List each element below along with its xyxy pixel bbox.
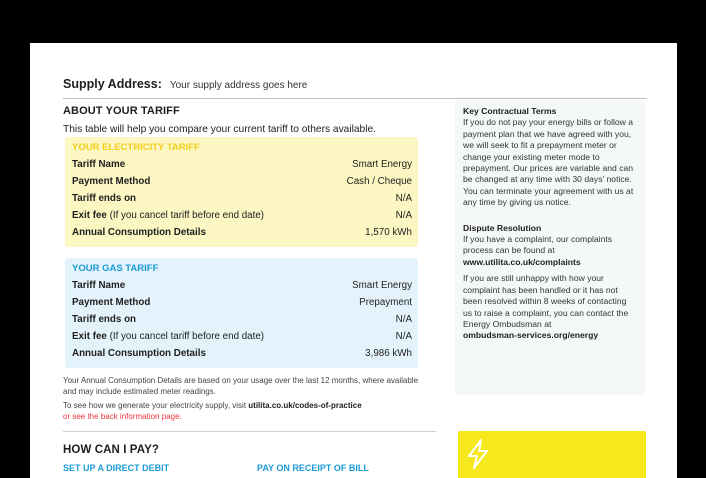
- promo-banner: [458, 431, 646, 478]
- row-value: Smart Energy: [352, 280, 412, 291]
- table-row: [72, 173, 412, 190]
- row-value: Prepayment: [359, 297, 412, 308]
- complaints-link[interactable]: www.utilita.co.uk/complaints: [463, 256, 581, 267]
- row-value: N/A: [395, 210, 412, 221]
- supply-address-value: Your supply address goes here: [169, 80, 308, 91]
- dispute-body: If you have a complaint, our complaints process can be found at: [463, 234, 613, 256]
- row-value: N/A: [395, 193, 412, 204]
- key-terms-body: If you do not pay your energy bills or follow a payment plan that we have agreed with you, we will seek to fit a prepayment meter or change your existing meter mode to prepayment. Our prices are variable and can be changed at any time with 30 days' notice. You can terminate your agreement with us at any time by giving us notice.: [463, 117, 634, 208]
- table-row: [72, 277, 412, 294]
- back-page-note: or see the back information page.: [63, 411, 182, 421]
- row-label: Payment Method: [72, 297, 151, 308]
- how-can-i-pay-heading: HOW CAN I PAY?: [63, 444, 159, 456]
- row-value: 3,986 kWh: [365, 348, 412, 359]
- row-value: N/A: [395, 314, 412, 325]
- codes-of-practice-link[interactable]: utilita.co.uk/codes-of-practice: [248, 401, 362, 410]
- dispute-heading: Dispute Resolution: [463, 222, 542, 233]
- supply-address-label: Supply Address:: [63, 77, 162, 91]
- table-row: [72, 224, 412, 241]
- supply-footnote: To see how we generate your electricity supply, visit utilita.co.uk/codes-of-practice or see the back information page.: [63, 401, 362, 421]
- bill-page: [30, 43, 677, 478]
- row-label: Payment Method: [72, 176, 151, 187]
- key-terms-heading: Key Contractual Terms: [463, 106, 557, 116]
- direct-debit-option: SET UP A DIRECT DEBIT: [63, 463, 170, 473]
- lightning-bolt-icon: [465, 438, 491, 470]
- electricity-tariff-heading: YOUR ELECTRICITY TARIFF: [72, 142, 200, 153]
- table-row: [72, 190, 412, 207]
- table-row: [72, 328, 412, 345]
- row-label: Tariff Name: [72, 280, 126, 291]
- row-label: Annual Consumption Details: [72, 348, 206, 359]
- gas-tariff-heading: YOUR GAS TARIFF: [72, 263, 159, 274]
- gas-tariff-box: [65, 258, 418, 368]
- ombudsman-link[interactable]: ombudsman-services.org/energy: [463, 330, 599, 341]
- supply-address: [63, 77, 647, 99]
- ombudsman-body: If you are still unhappy with how your complaint has been handled or it has not been resolved within 8 weeks of contacting us to raise a complaint, you can contact the Energy Ombudsman at: [463, 273, 629, 329]
- table-row: [72, 207, 412, 224]
- row-value: N/A: [395, 331, 412, 342]
- row-label: Annual Consumption Details: [72, 227, 206, 238]
- row-label: Exit fee (If you cancel tariff before end date): [72, 331, 265, 342]
- row-value: Smart Energy: [352, 159, 412, 170]
- terms-sidebar: [455, 100, 645, 395]
- row-value: Cash / Cheque: [346, 176, 412, 187]
- table-row: [72, 294, 412, 311]
- row-value: 1,570 kWh: [365, 227, 412, 238]
- pay-on-receipt-option: PAY ON RECEIPT OF BILL: [257, 463, 369, 473]
- row-label: Tariff Name: [72, 159, 126, 170]
- row-label: Tariff ends on: [72, 314, 137, 325]
- electricity-tariff-box: [65, 137, 418, 247]
- row-label: Exit fee (If you cancel tariff before end date): [72, 210, 265, 221]
- table-row: [72, 311, 412, 328]
- section-divider: [63, 431, 436, 432]
- table-row: [72, 345, 412, 362]
- consumption-footnote: Your Annual Consumption Details are based on your usage over the last 12 months, where available and may include estimated meter readings.: [63, 376, 419, 396]
- table-row: [72, 156, 412, 173]
- about-tariff-intro: This table will help you compare your current tariff to others available.: [63, 124, 376, 135]
- about-tariff-heading: ABOUT YOUR TARIFF: [63, 105, 180, 117]
- row-label: Tariff ends on: [72, 193, 137, 204]
